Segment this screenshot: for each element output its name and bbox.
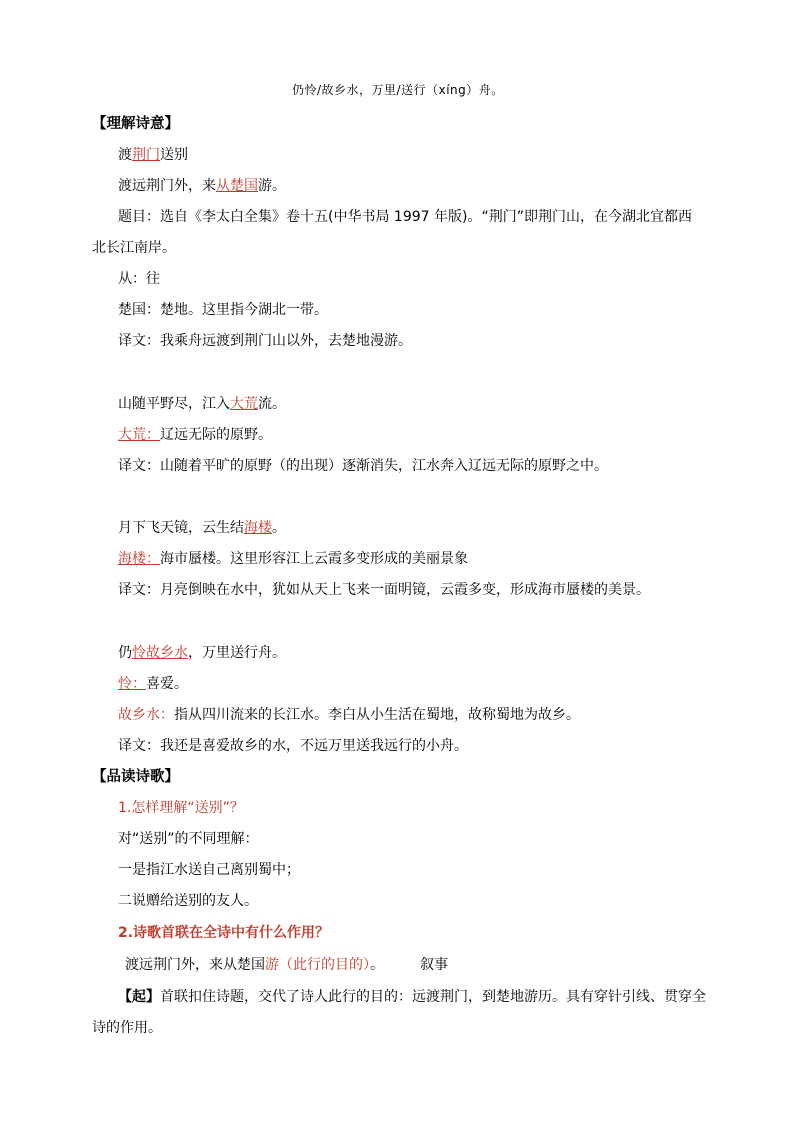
- section-heading-understand: 【理解诗意】: [92, 116, 179, 132]
- note-guxiangshui: [118, 705, 580, 725]
- answer-1b: 一是指江水送自己离别蜀中；: [118, 862, 300, 878]
- answer-3a: [118, 987, 706, 1007]
- answer-1a: 对“送别”的不同理解：: [118, 831, 259, 847]
- highlight: 大荒: [230, 396, 258, 412]
- section-heading-appreciate: 【品读诗歌】: [92, 769, 179, 785]
- question-2: 2.诗歌首联在全诗中有什么作用？: [118, 925, 330, 941]
- translation-3: 译文：月亮倒映在水中，犹如从天上飞来一面明镜，云霞多变，形成海市蜃楼的美景。: [118, 582, 650, 598]
- text: 渡远荆门外，来从楚国: [125, 957, 265, 973]
- term: 大荒：: [118, 427, 160, 443]
- highlight: 荆门: [132, 147, 160, 163]
- poem-line-top: 仍怜/故乡水，万里/送行（xíng）舟。: [292, 83, 504, 97]
- note-title-a: 题目：选自《李太白全集》卷十五(中华书局 1997 年版)。“荆门”即荆门山，在今湖北宜都西: [118, 209, 692, 225]
- answer-2-line: [125, 955, 384, 975]
- text: 流。: [258, 396, 286, 412]
- term: 怜：: [118, 676, 146, 692]
- highlight: 海楼: [244, 520, 272, 536]
- highlight: 游（此行的目的）: [265, 957, 370, 973]
- text: 辽远无际的原野。: [160, 427, 272, 443]
- poem-line-1: [118, 176, 286, 196]
- text: 。: [370, 957, 384, 973]
- term: 海楼：: [118, 551, 160, 567]
- text: 首联扣住诗题，交代了诗人此行的目的：远渡荆门，到楚地游历。具有穿针引线、贯穿全: [160, 989, 706, 1005]
- text: 指从四川流来的长江水。李白从小生活在蜀地，故称蜀地为故乡。: [174, 707, 580, 723]
- note-title-b: 北长江南岸。: [92, 240, 176, 256]
- text: 海市蜃楼。这里形容江上云霞多变形成的美丽景象: [160, 551, 468, 567]
- text: 仍: [118, 645, 132, 661]
- note-chuguo: 楚国：楚地。这里指今湖北一带。: [118, 302, 328, 318]
- note-cong: 从：往: [118, 271, 160, 287]
- text: 。: [272, 520, 286, 536]
- question-1: 1.怎样理解“送别”？: [118, 800, 244, 816]
- text: 渡: [118, 147, 132, 163]
- translation-4: 译文：我还是喜爱故乡的水，不远万里送我远行的小舟。: [118, 738, 468, 754]
- text: ，万里送行舟。: [188, 645, 286, 661]
- poem-line-2: [118, 394, 286, 414]
- text: 送别: [160, 147, 188, 163]
- label: 【起】: [118, 989, 160, 1005]
- translation-1: 译文：我乘舟远渡到荆门山以外，去楚地漫游。: [118, 333, 412, 349]
- text: 山随平野尽，江入: [118, 396, 230, 412]
- answer-1c: 二说赠给送别的友人。: [118, 893, 258, 909]
- poem-line-4: [118, 643, 286, 663]
- highlight: 从楚国: [216, 178, 258, 194]
- translation-2: 译文：山随着平旷的原野（的出现）逐渐消失，江水奔入辽远无际的原野之中。: [118, 458, 608, 474]
- highlight: 怜故乡水: [132, 645, 188, 661]
- note-lian: [118, 674, 188, 694]
- text: 渡远荆门外，来: [118, 178, 216, 194]
- note-dahuang: [118, 425, 272, 445]
- answer-3b: 诗的作用。: [92, 1020, 162, 1036]
- text: 月下飞天镜，云生结: [118, 520, 244, 536]
- text: 游。: [258, 178, 286, 194]
- note-hailou: [118, 549, 468, 569]
- text: 喜爱。: [146, 676, 188, 692]
- term: 故乡水：: [118, 707, 174, 723]
- poem-line-3: [118, 518, 286, 538]
- answer-2-tag: 叙事: [420, 957, 448, 973]
- poem-title: [118, 145, 188, 165]
